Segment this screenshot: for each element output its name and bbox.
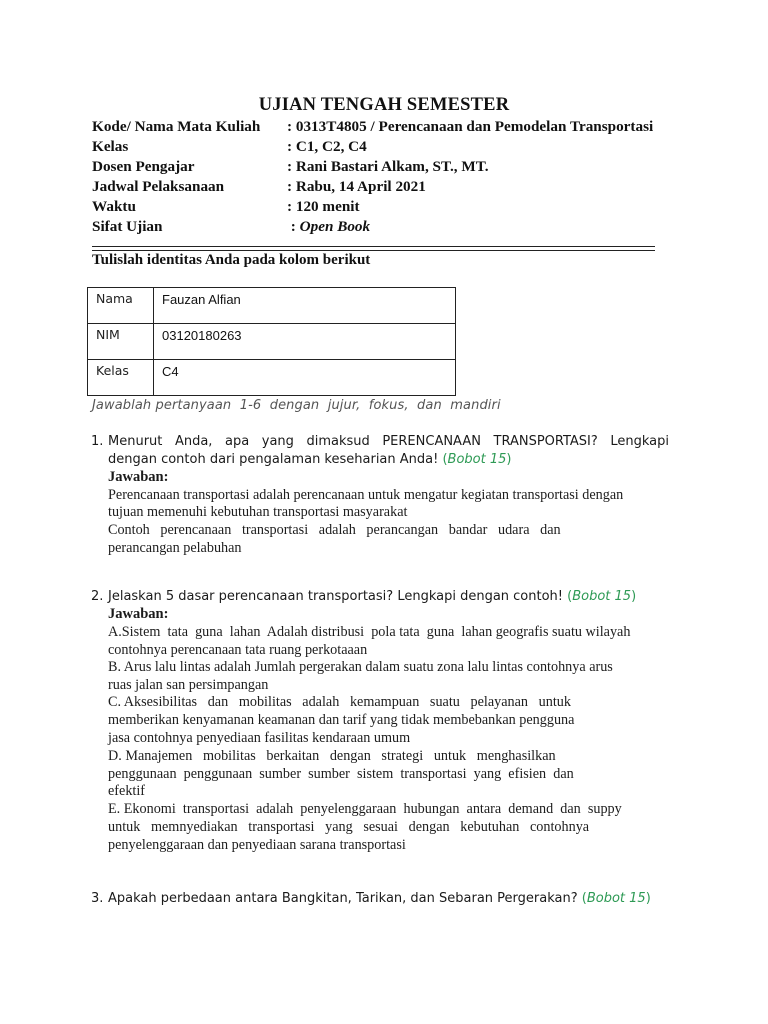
weight-paren: ) bbox=[645, 891, 651, 906]
answer-line: Perencanaan transportasi adalah perencanaan untuk mengatur kegiatan transportasi dengan bbox=[108, 487, 624, 503]
header-value-prefix: : bbox=[287, 218, 300, 235]
header-label: Kelas bbox=[92, 138, 129, 155]
answer-line: jasa contohnya penyediaan fasilitas kendaraan umum bbox=[108, 730, 411, 746]
header-label: Kode/ Nama Mata Kuliah bbox=[92, 118, 261, 135]
answer-line: penggunaan penggunaan sumber sumber sistem transportasi yang efisien dan bbox=[108, 766, 574, 782]
weight-paren: ( bbox=[567, 589, 573, 604]
answer-line: D. Manajemen mobilitas berkaitan dengan strategi untuk menghasilkan bbox=[108, 748, 556, 764]
table-row bbox=[88, 324, 456, 360]
answer-line: ruas jalan san persimpangan bbox=[108, 677, 269, 693]
answer-line: memberikan kenyamanan keamanan dan tarif yang tidak membebankan pengguna bbox=[108, 712, 575, 728]
weight-text: Bobot 15 bbox=[447, 452, 507, 467]
weight-text: Bobot 15 bbox=[572, 589, 632, 604]
identity-value: Fauzan Alfian bbox=[154, 288, 456, 324]
header-label: Sifat Ujian bbox=[92, 218, 163, 235]
question-text: Menurut Anda, apa yang dimaksud PERENCANAAN TRANSPORTASI? Lengkapi bbox=[108, 434, 669, 449]
weight-paren: ( bbox=[581, 891, 587, 906]
identity-label: Nama bbox=[88, 288, 154, 324]
answer-line: perancangan pelabuhan bbox=[108, 540, 242, 556]
identity-heading: Tulislah identitas Anda pada kolom berikut bbox=[92, 252, 371, 268]
answer-line: tujuan memenuhi kebutuhan transportasi masyarakat bbox=[108, 504, 408, 520]
answer-label: Jawaban: bbox=[108, 469, 169, 485]
exam-title: UJIAN TENGAH SEMESTER bbox=[258, 95, 510, 115]
question-text-line bbox=[108, 589, 636, 604]
header-label: Dosen Pengajar bbox=[92, 158, 195, 175]
question-number: 2. bbox=[91, 589, 104, 604]
header-label: Waktu bbox=[92, 198, 136, 215]
question-text: dengan contoh dari pengalaman keseharian Anda! bbox=[108, 452, 443, 467]
header-value: : 0313T4805 / Perencanaan dan Pemodelan Transportasi bbox=[287, 118, 654, 135]
header-value: : Rani Bastari Alkam, ST., MT. bbox=[287, 158, 489, 175]
answer-line: penyelenggaraan dan penyediaan sarana transportasi bbox=[108, 837, 406, 853]
header-value: : C1, C2, C4 bbox=[287, 138, 367, 155]
question-number: 3. bbox=[91, 891, 104, 906]
header-value bbox=[287, 218, 370, 236]
table-row bbox=[88, 288, 456, 324]
answer-line: E. Ekonomi transportasi adalah penyelenggaraan hubungan antara demand dan suppy bbox=[108, 801, 622, 817]
identity-table bbox=[87, 287, 456, 396]
question-text-continued bbox=[108, 452, 511, 467]
identity-value: 03120180263 bbox=[154, 324, 456, 360]
answer-label: Jawaban: bbox=[108, 606, 169, 622]
weight-text: Bobot 15 bbox=[586, 891, 646, 906]
answer-line: contohnya perencanaan tata ruang perkotaaan bbox=[108, 642, 368, 658]
instruction-text: Jawablah pertanyaan 1-6 dengan jujur, fokus, dan mandiri bbox=[92, 398, 501, 413]
answer-line: Contoh perencanaan transportasi adalah perancangan bandar udara dan bbox=[108, 522, 561, 538]
weight-label bbox=[582, 891, 651, 906]
answer-line: B. Arus lalu lintas adalah Jumlah pergerakan dalam suatu zona lalu lintas contohnya arus bbox=[108, 659, 613, 675]
header-label: Jadwal Pelaksanaan bbox=[92, 178, 225, 195]
header-value: : 120 menit bbox=[287, 198, 360, 215]
identity-label: NIM bbox=[88, 324, 154, 360]
answer-line: untuk memnyediakan transportasi yang sesuai dengan kebutuhan contohnya bbox=[108, 819, 590, 835]
divider-line bbox=[92, 246, 655, 247]
divider-line bbox=[92, 250, 655, 251]
weight-paren: ( bbox=[442, 452, 448, 467]
weight-paren: ) bbox=[506, 452, 512, 467]
weight-label bbox=[442, 452, 511, 467]
answer-line: efektif bbox=[108, 783, 146, 799]
weight-paren: ) bbox=[631, 589, 637, 604]
header-value: : Rabu, 14 April 2021 bbox=[287, 178, 426, 195]
table-row bbox=[88, 360, 456, 396]
question-text: Apakah perbedaan antara Bangkitan, Tarikan, dan Sebaran Pergerakan? bbox=[108, 891, 582, 906]
identity-value: C4 bbox=[154, 360, 456, 396]
identity-label: Kelas bbox=[88, 360, 154, 396]
header-value-italic: Open Book bbox=[299, 218, 371, 235]
question-text-line bbox=[108, 891, 651, 906]
answer-line: C. Aksesibilitas dan mobilitas adalah kemampuan suatu pelayanan untuk bbox=[108, 694, 571, 710]
question-number: 1. bbox=[91, 434, 104, 449]
answer-line: A.Sistem tata guna lahan Adalah distribusi pola tata guna lahan geografis suatu wilayah bbox=[108, 624, 631, 640]
weight-label bbox=[567, 589, 636, 604]
question-text: Jelaskan 5 dasar perencanaan transportasi? Lengkapi dengan contoh! bbox=[108, 589, 568, 604]
